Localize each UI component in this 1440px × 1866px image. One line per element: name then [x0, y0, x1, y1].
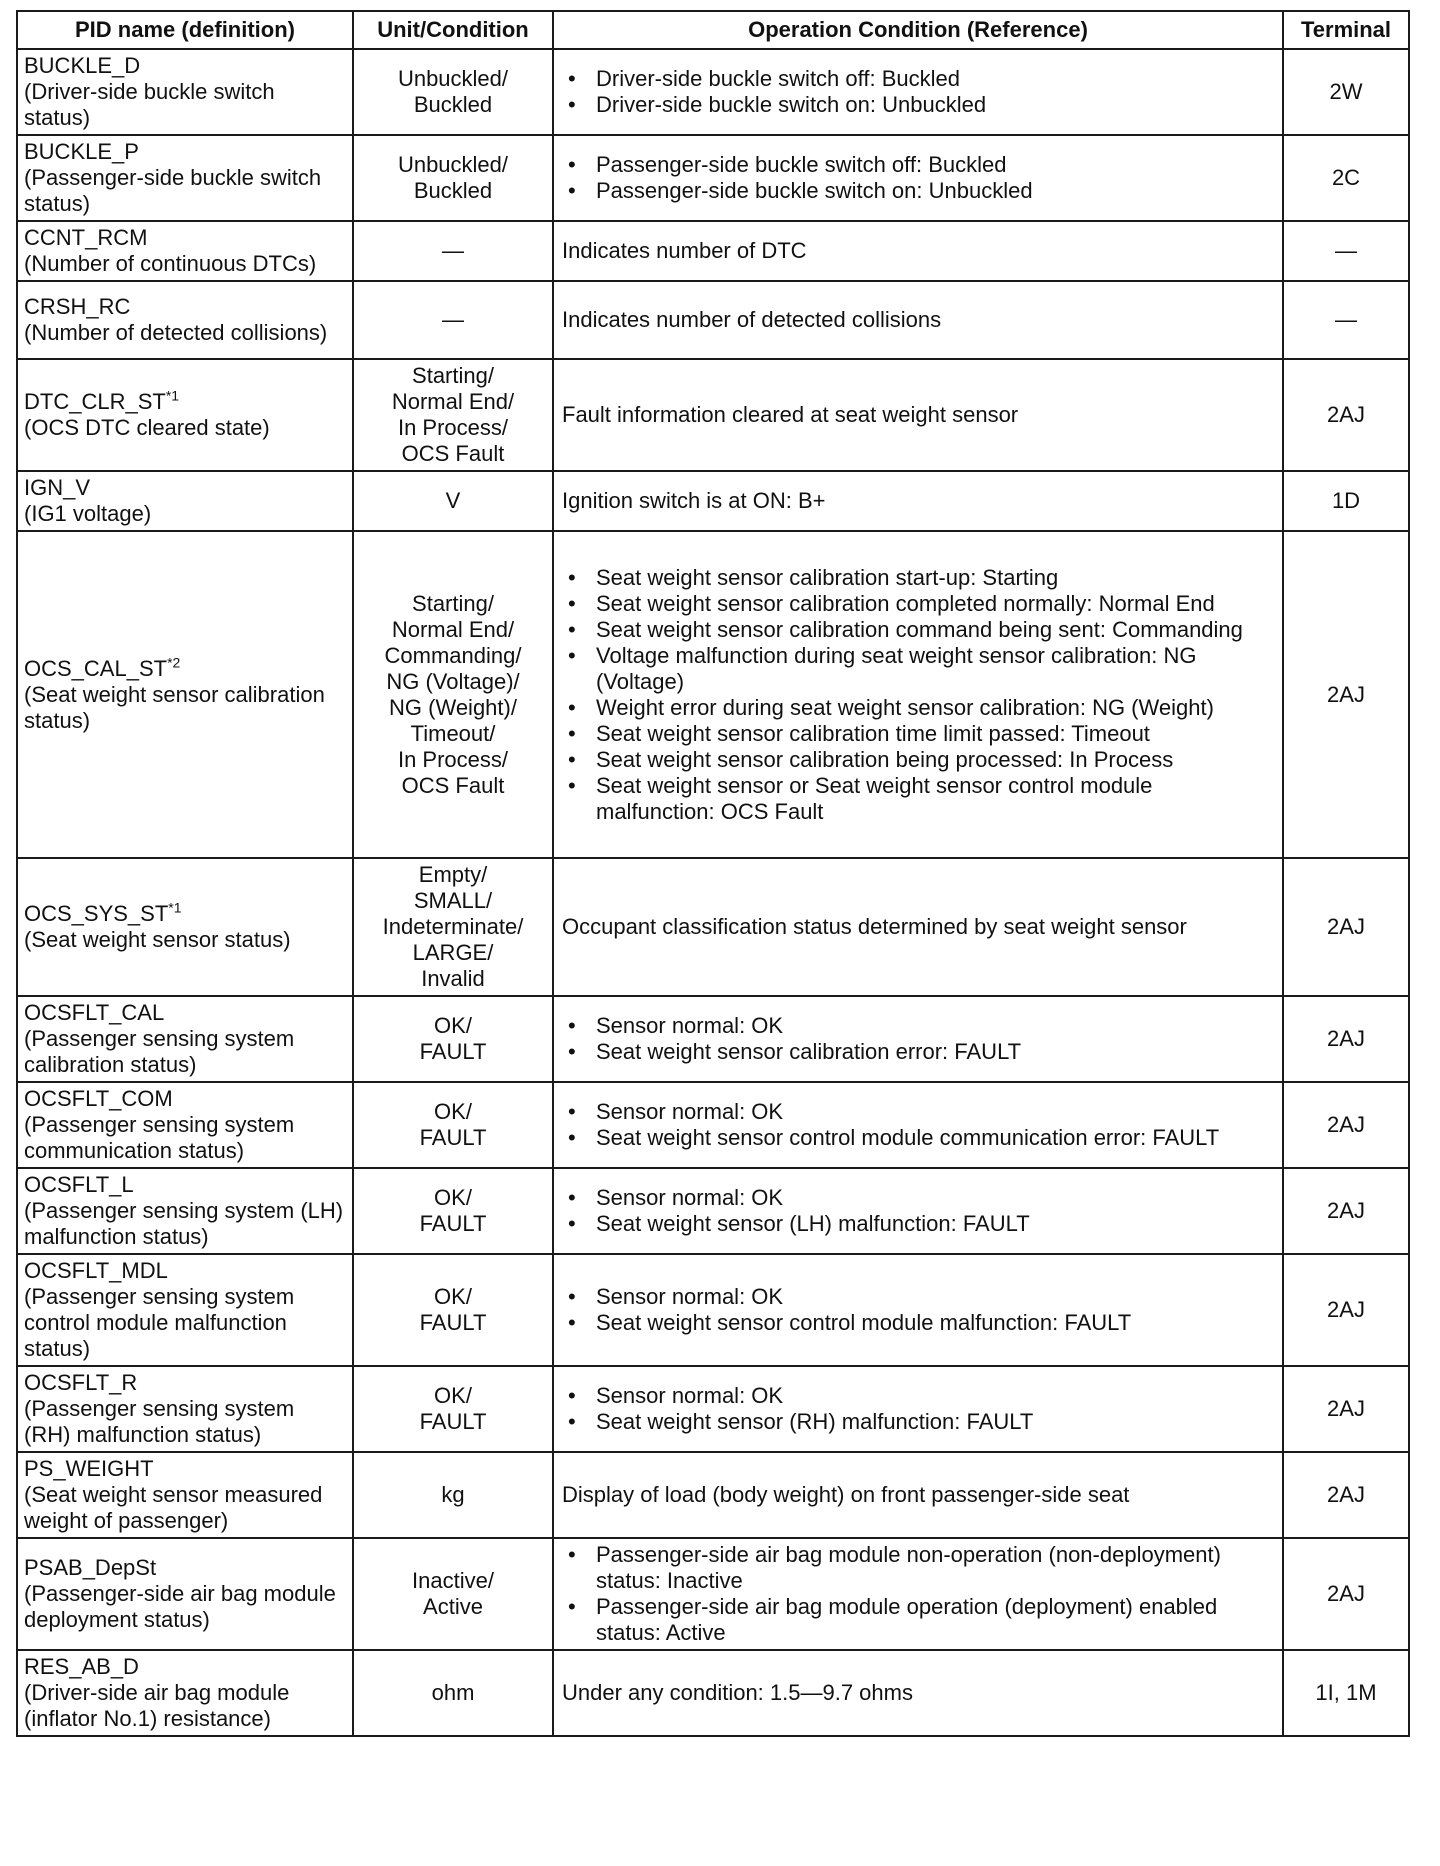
pid-line	[24, 53, 346, 79]
footnote-mark: *1	[165, 387, 180, 404]
table-row	[17, 996, 1409, 1082]
condition-list	[562, 1542, 1276, 1646]
unit-cell: Inactive/ Active	[353, 1538, 553, 1650]
unit-cell: Starting/ Normal End/ In Process/ OCS Fault	[353, 359, 553, 471]
pid-line	[24, 1172, 346, 1198]
condition-list	[562, 565, 1276, 825]
footnote-mark: *1	[168, 899, 182, 916]
pid-line	[24, 1456, 346, 1482]
pid-definition: (Passenger sensing system control module malfunction status)	[24, 1284, 295, 1361]
list-item: • Sensor normal: OK	[596, 1383, 1276, 1409]
pid-id: CCNT_RCM	[24, 225, 148, 250]
condition-text: Display of load (body weight) on front passenger-side seat	[562, 1482, 1130, 1507]
list-item: • Seat weight sensor control module malfunction: FAULT	[596, 1310, 1276, 1336]
condition-text: Fault information cleared at seat weight sensor	[562, 402, 1019, 427]
unit-cell: OK/ FAULT	[353, 1082, 553, 1168]
pid-id: OCS_CAL_ST	[24, 655, 168, 681]
table-row	[17, 1082, 1409, 1168]
table-row	[17, 1538, 1409, 1650]
condition-cell	[553, 996, 1283, 1082]
table-body	[17, 49, 1409, 1736]
pid-name-cell	[17, 858, 353, 996]
condition-list	[562, 1284, 1276, 1336]
pid-name-cell	[17, 49, 353, 135]
condition-cell	[553, 1366, 1283, 1452]
pid-line	[24, 139, 346, 165]
condition-cell	[553, 471, 1283, 531]
terminal-cell: 2C	[1283, 135, 1409, 221]
pid-definition: (Seat weight sensor calibration status)	[24, 681, 325, 733]
pid-line	[24, 656, 346, 682]
condition-cell	[553, 1082, 1283, 1168]
condition-list	[562, 1185, 1276, 1237]
condition-cell	[553, 1650, 1283, 1736]
list-item: • Seat weight sensor calibration start-up: Starting	[596, 565, 1276, 591]
table-row	[17, 1168, 1409, 1254]
condition-cell	[553, 135, 1283, 221]
table-row	[17, 1366, 1409, 1452]
terminal-cell: 2AJ	[1283, 1082, 1409, 1168]
condition-list	[562, 1099, 1276, 1151]
list-item: • Seat weight sensor control module communication error: FAULT	[596, 1125, 1276, 1151]
pid-definition: (Passenger sensing system communication status)	[24, 1112, 295, 1163]
pid-line	[24, 1086, 346, 1112]
condition-text: Occupant classification status determined by seat weight sensor	[562, 914, 1187, 939]
condition-text: Ignition switch is at ON: B+	[562, 488, 826, 513]
condition-text: Indicates number of detected collisions	[562, 307, 942, 332]
condition-cell	[553, 1168, 1283, 1254]
table-row	[17, 1254, 1409, 1366]
pid-line	[24, 1654, 346, 1680]
pid-definition: (Passenger-side buckle switch status)	[24, 165, 322, 216]
pid-definition: (Seat weight sensor status)	[24, 927, 291, 952]
pid-id: OCSFLT_MDL	[24, 1258, 168, 1283]
unit-cell: OK/ FAULT	[353, 996, 553, 1082]
pid-definition: (Driver-side air bag module (inflator No.1) resistance)	[24, 1680, 290, 1731]
pid-name-cell	[17, 471, 353, 531]
terminal-cell: 2AJ	[1283, 858, 1409, 996]
list-item: • Passenger-side air bag module non-operation (non-deployment) status: Inactive	[596, 1542, 1276, 1594]
pid-id: BUCKLE_P	[24, 139, 139, 164]
pid-line	[24, 1555, 346, 1581]
pid-id: OCSFLT_CAL	[24, 1000, 165, 1025]
pid-name-cell	[17, 1254, 353, 1366]
pid-name-cell	[17, 1168, 353, 1254]
condition-list	[562, 1383, 1276, 1435]
header-terminal: Terminal	[1283, 11, 1409, 49]
pid-line	[24, 294, 346, 320]
pid-id: OCS_SYS_ST	[24, 901, 169, 926]
terminal-cell: 2AJ	[1283, 1538, 1409, 1650]
pid-line	[24, 1000, 346, 1026]
unit-cell: V	[353, 471, 553, 531]
condition-cell	[553, 858, 1283, 996]
pid-id: OCSFLT_R	[24, 1370, 138, 1395]
condition-cell	[553, 221, 1283, 281]
pid-name-cell	[17, 996, 353, 1082]
table-row	[17, 471, 1409, 531]
pid-definition: (Number of continuous DTCs)	[24, 251, 317, 276]
terminal-cell: 2AJ	[1283, 1254, 1409, 1366]
terminal-cell: 2AJ	[1283, 1452, 1409, 1538]
pid-name-cell	[17, 135, 353, 221]
condition-list	[562, 1013, 1276, 1065]
terminal-cell: 2W	[1283, 49, 1409, 135]
list-item: • Seat weight sensor calibration error: FAULT	[596, 1039, 1276, 1065]
pid-id: DTC_CLR_ST	[24, 389, 166, 414]
pid-definition: (Passenger sensing system calibration status)	[24, 1026, 295, 1077]
pid-id: RES_AB_D	[24, 1654, 139, 1679]
pid-definition: (Number of detected collisions)	[24, 320, 328, 345]
list-item: • Passenger-side buckle switch off: Buckled	[596, 152, 1276, 178]
list-item: • Seat weight sensor calibration time limit passed: Timeout	[596, 721, 1276, 747]
pid-id: PS_WEIGHT	[24, 1456, 154, 1481]
condition-cell	[553, 1254, 1283, 1366]
unit-cell: Starting/ Normal End/ Commanding/ NG (Voltage)/ NG (Weight)/ Timeout/ In Process/ OCS Fault	[353, 531, 553, 858]
list-item: • Driver-side buckle switch on: Unbuckled	[596, 92, 1276, 118]
pid-name-cell	[17, 1650, 353, 1736]
terminal-cell: 2AJ	[1283, 1168, 1409, 1254]
unit-cell: kg	[353, 1452, 553, 1538]
pid-id: CRSH_RC	[24, 294, 131, 319]
terminal-cell: 2AJ	[1283, 359, 1409, 471]
condition-cell	[553, 359, 1283, 471]
table-row	[17, 858, 1409, 996]
list-item: • Passenger-side buckle switch on: Unbuckled	[596, 178, 1276, 204]
pid-definition: (Seat weight sensor measured weight of passenger)	[24, 1482, 323, 1533]
condition-text: Indicates number of DTC	[562, 238, 807, 263]
footnote-mark: *2	[167, 654, 181, 671]
pid-id: IGN_V	[24, 475, 91, 500]
list-item: • Sensor normal: OK	[596, 1185, 1276, 1211]
list-item: • Sensor normal: OK	[596, 1099, 1276, 1125]
condition-cell	[553, 49, 1283, 135]
pid-id: PSAB_DepSt	[24, 1555, 157, 1580]
pid-line	[24, 225, 346, 251]
condition-cell	[553, 1452, 1283, 1538]
pid-line	[24, 1258, 346, 1284]
table-row	[17, 1650, 1409, 1736]
list-item: • Sensor normal: OK	[596, 1284, 1276, 1310]
pid-definition: (Passenger-side air bag module deployment status)	[24, 1581, 336, 1632]
header-condition: Operation Condition (Reference)	[553, 11, 1283, 49]
unit-cell: —	[353, 221, 553, 281]
unit-cell: Unbuckled/ Buckled	[353, 135, 553, 221]
pid-definition: (Passenger sensing system (LH) malfunction status)	[24, 1198, 344, 1249]
header-pid: PID name (definition)	[17, 11, 353, 49]
list-item: • Weight error during seat weight sensor calibration: NG (Weight)	[596, 695, 1276, 721]
header-unit: Unit/Condition	[353, 11, 553, 49]
pid-definition: (IG1 voltage)	[24, 501, 152, 526]
condition-list	[562, 66, 1276, 118]
table-row	[17, 221, 1409, 281]
list-item: • Passenger-side air bag module operation (deployment) enabled status: Active	[596, 1594, 1276, 1646]
terminal-cell: 2AJ	[1283, 1366, 1409, 1452]
pid-definition: (Driver-side buckle switch status)	[24, 79, 275, 130]
pid-line	[24, 389, 346, 415]
condition-cell	[553, 531, 1283, 858]
table-row	[17, 49, 1409, 135]
table-row	[17, 531, 1409, 858]
header-row	[17, 11, 1409, 49]
list-item: • Seat weight sensor or Seat weight sensor control module malfunction: OCS Fault	[596, 773, 1276, 825]
list-item: • Voltage malfunction during seat weight sensor calibration: NG (Voltage)	[596, 643, 1276, 695]
condition-cell	[553, 281, 1283, 359]
terminal-cell: 1D	[1283, 471, 1409, 531]
list-item: • Seat weight sensor calibration completed normally: Normal End	[596, 591, 1276, 617]
pid-id: OCSFLT_L	[24, 1172, 134, 1197]
list-item: • Seat weight sensor (RH) malfunction: FAULT	[596, 1409, 1276, 1435]
list-item: • Sensor normal: OK	[596, 1013, 1276, 1039]
list-item: • Seat weight sensor calibration being processed: In Process	[596, 747, 1276, 773]
pid-name-cell	[17, 1082, 353, 1168]
terminal-cell: 1I, 1M	[1283, 1650, 1409, 1736]
pid-definition: (OCS DTC cleared state)	[24, 415, 270, 440]
unit-cell: OK/ FAULT	[353, 1366, 553, 1452]
pid-name-cell	[17, 1366, 353, 1452]
unit-cell: OK/ FAULT	[353, 1254, 553, 1366]
condition-text: Under any condition: 1.5—9.7 ohms	[562, 1680, 913, 1705]
table-row	[17, 135, 1409, 221]
terminal-cell: —	[1283, 281, 1409, 359]
pid-line	[24, 901, 346, 927]
list-item: • Seat weight sensor (LH) malfunction: FAULT	[596, 1211, 1276, 1237]
unit-cell: ohm	[353, 1650, 553, 1736]
pid-name-cell	[17, 1452, 353, 1538]
pid-definition: (Passenger sensing system (RH) malfunction status)	[24, 1396, 295, 1447]
pid-line	[24, 475, 346, 501]
terminal-cell: —	[1283, 221, 1409, 281]
terminal-cell: 2AJ	[1283, 996, 1409, 1082]
pid-name-cell	[17, 531, 353, 858]
pid-table	[16, 10, 1410, 1737]
condition-list	[562, 152, 1276, 204]
unit-cell: Empty/ SMALL/ Indeterminate/ LARGE/ Invalid	[353, 858, 553, 996]
pid-name-cell	[17, 359, 353, 471]
pid-id: BUCKLE_D	[24, 53, 141, 78]
pid-line	[24, 1370, 346, 1396]
table-row	[17, 1452, 1409, 1538]
list-item: • Driver-side buckle switch off: Buckled	[596, 66, 1276, 92]
terminal-cell: 2AJ	[1283, 531, 1409, 858]
unit-cell: OK/ FAULT	[353, 1168, 553, 1254]
pid-name-cell	[17, 281, 353, 359]
unit-cell: —	[353, 281, 553, 359]
table-row	[17, 281, 1409, 359]
condition-cell	[553, 1538, 1283, 1650]
pid-name-cell	[17, 221, 353, 281]
list-item: • Seat weight sensor calibration command being sent: Commanding	[596, 617, 1276, 643]
unit-cell: Unbuckled/ Buckled	[353, 49, 553, 135]
pid-name-cell	[17, 1538, 353, 1650]
pid-id: OCSFLT_COM	[24, 1086, 173, 1111]
table-row	[17, 359, 1409, 471]
